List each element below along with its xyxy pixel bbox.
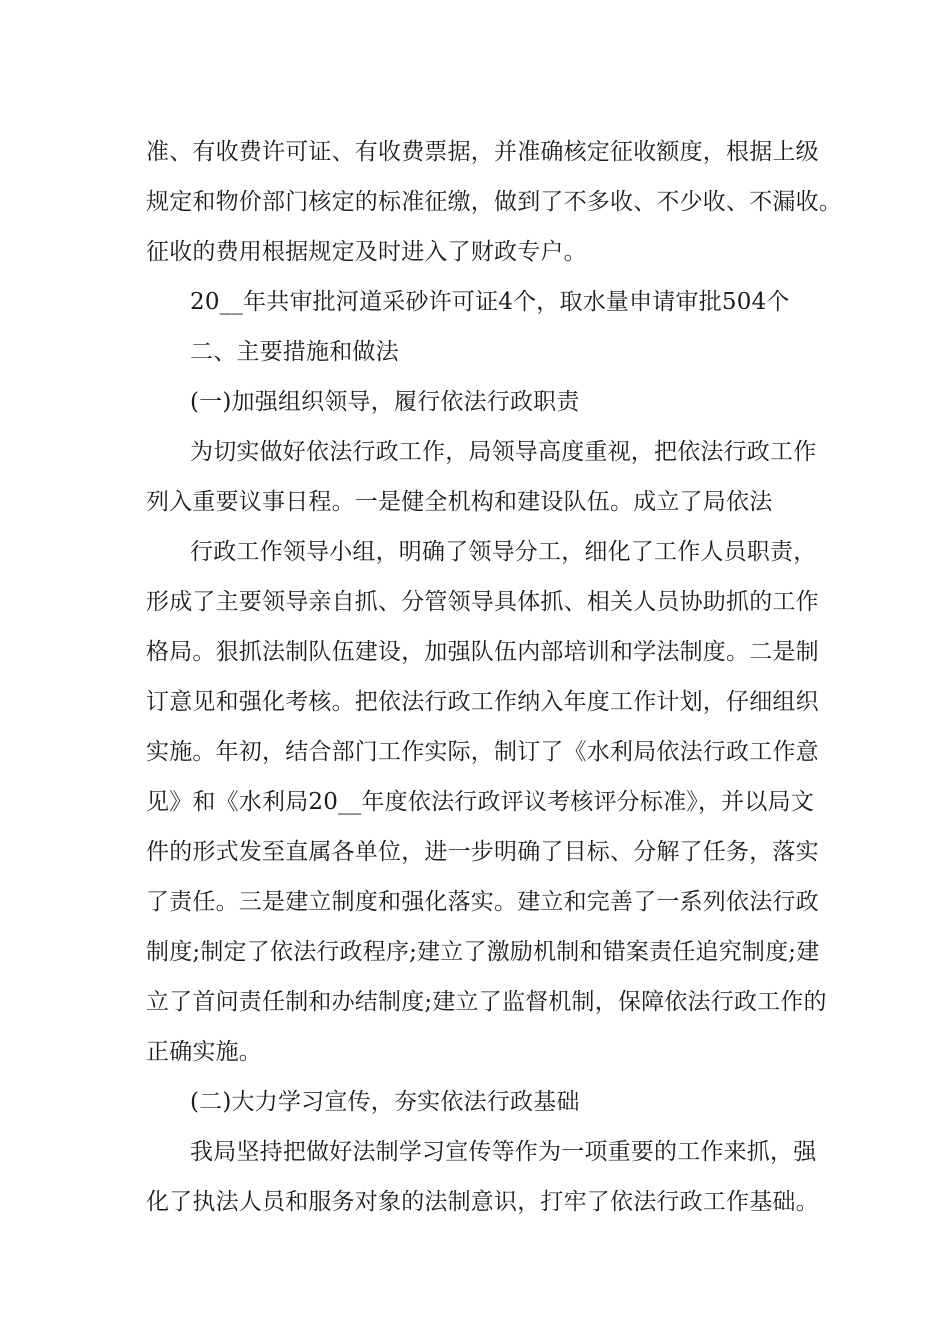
text-line: 实施。年初，结合部门工作实际，制订了《水利局依法行政工作意 (146, 739, 819, 765)
text-line: 形成了主要领导亲自抓、分管领导具体抓、相关人员协助抓的工作 (146, 589, 819, 615)
subsection-heading: (一)加强组织领导，履行依法行政职责 (190, 389, 580, 415)
text-line: 行政工作领导小组，明确了领导分工，细化了工作人员职责， (190, 539, 817, 565)
text-line: 见》和《水利局20__年度依法行政评议考核评分标准》，并以局文 (146, 789, 814, 815)
text-line: 化了执法人员和服务对象的法制意识，打牢了依法行政工作基础。 (146, 1189, 819, 1215)
text-line: 为切实做好依法行政工作，局领导高度重视，把依法行政工作 (190, 439, 817, 465)
text-line: 正确实施。 (146, 1039, 262, 1065)
text-line: 规定和物价部门核定的标准征缴，做到了不多收、不少收、不漏收。 (146, 189, 842, 215)
text-line: 件的形式发至直属各单位，进一步明确了目标、分解了任务，落实 (146, 839, 819, 865)
text-line: 订意见和强化考核。把依法行政工作纳入年度工作计划，仔细组织 (146, 689, 819, 715)
text-line: 制度;制定了依法行政程序;建立了激励机制和错案责任追究制度;建 (146, 939, 820, 965)
text-line: 列入重要议事日程。一是健全机构和建设队伍。成立了局依法 (146, 489, 773, 515)
subsection-heading: (二)大力学习宣传，夯实依法行政基础 (190, 1089, 580, 1115)
text-line: 征收的费用根据规定及时进入了财政专户。 (146, 239, 587, 265)
text-line: 格局。狠抓法制队伍建设，加强队伍内部培训和学法制度。二是制 (146, 639, 819, 665)
text-line: 20__年共审批河道采砂许可证4个，取水量申请审批504个 (190, 289, 790, 315)
text-line: 立了首问责任制和办结制度;建立了监督机制，保障依法行政工作的 (146, 989, 827, 1015)
text-line: 准、有收费许可证、有收费票据，并准确核定征收额度，根据上级 (146, 139, 819, 165)
section-heading: 二、主要措施和做法 (190, 339, 399, 365)
text-line: 了责任。三是建立制度和强化落实。建立和完善了一系列依法行政 (146, 889, 819, 915)
text-line: 我局坚持把做好法制学习宣传等作为一项重要的工作来抓，强 (190, 1139, 817, 1165)
